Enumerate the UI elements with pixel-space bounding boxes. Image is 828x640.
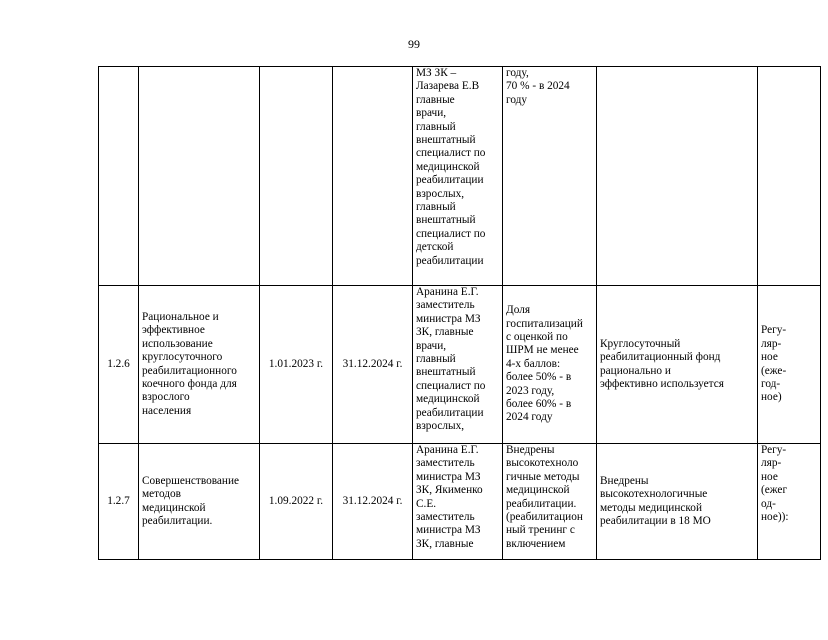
- page-number: 99: [408, 37, 420, 51]
- start-date-cell: [260, 67, 333, 286]
- periodicity-cell: Регу- ляр- ное (еже- год- ное): [758, 286, 821, 444]
- indicator-cell: году, 70 % - в 2024 году: [503, 67, 597, 286]
- start-date-cell: 1.09.2022 г.: [260, 444, 333, 560]
- table-row: [99, 444, 821, 560]
- start-date-cell: 1.01.2023 г.: [260, 286, 333, 444]
- result-cell: Круглосуточный реабилитационный фонд рационально и эффективно используется: [597, 286, 758, 444]
- activity-cell: [139, 67, 260, 286]
- indicator-cell: Внедрены высокотехноло гичные методы медицинской реабилитации. (реабилитацион ный тренинг с включением: [503, 444, 597, 560]
- table-row: [99, 286, 821, 444]
- periodicity-cell: Регу- ляр- ное (ежег од- ное)):: [758, 444, 821, 560]
- result-cell: [597, 67, 758, 286]
- plan-table: [98, 66, 821, 560]
- periodicity-cell: [758, 67, 821, 286]
- responsible-cell: Аранина Е.Г. заместитель министра МЗ ЗК, главные врачи, главный внештатный специалист по медицинской реабилитации взрослых,: [413, 286, 503, 444]
- responsible-cell: МЗ ЗК – Лазарева Е.В главные врачи, главный внештатный специалист по медицинской реабилитации взрослых, главный внештатный специалист по детской реабилитации: [413, 67, 503, 286]
- end-date-cell: [333, 67, 413, 286]
- end-date-cell: 31.12.2024 г.: [333, 286, 413, 444]
- end-date-cell: 31.12.2024 г.: [333, 444, 413, 560]
- indicator-cell: Доля госпитализаций с оценкой по ШРМ не менее 4-х баллов: более 50% - в 2023 году, более 60% - в 2024 году: [503, 286, 597, 444]
- row-number: 1.2.6: [99, 286, 139, 444]
- result-cell: Внедрены высокотехнологичные методы медицинской реабилитации в 18 МО: [597, 444, 758, 560]
- row-number: 1.2.7: [99, 444, 139, 560]
- responsible-cell: Аранина Е.Г. заместитель министра МЗ ЗК, Якименко С.Е. заместитель министра МЗ ЗК, главные: [413, 444, 503, 560]
- activity-cell: Рациональное и эффективное использование круглосуточного реабилитационного коечного фонда для взрослого населения: [139, 286, 260, 444]
- activity-cell: Совершенствование методов медицинской реабилитации.: [139, 444, 260, 560]
- table-row: [99, 67, 821, 286]
- row-number: [99, 67, 139, 286]
